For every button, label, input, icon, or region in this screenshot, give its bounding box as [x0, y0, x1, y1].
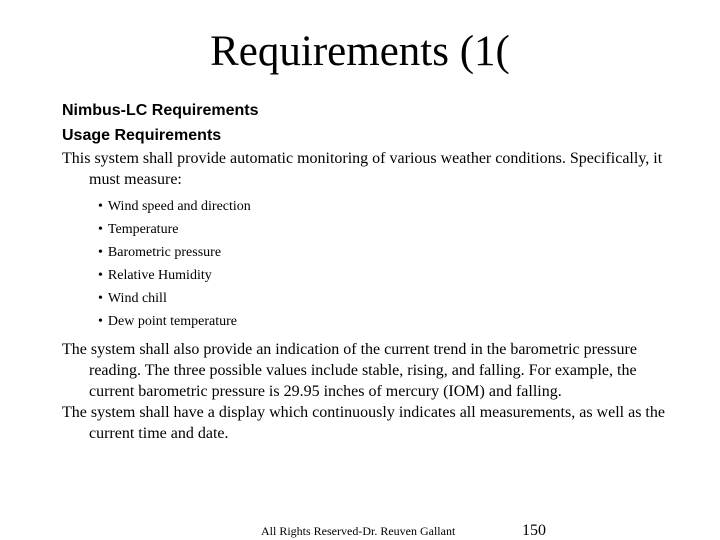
list-item: • Barometric pressure — [98, 241, 672, 264]
list-item: • Relative Humidity — [98, 264, 672, 287]
slide-content — [62, 98, 672, 444]
heading-usage: Usage Requirements — [62, 127, 222, 144]
display-paragraph: The system shall have a display which continuously indicates all measurements, as well as the current time and date. — [62, 404, 665, 442]
list-item: • Temperature — [98, 218, 672, 241]
list-item: • Wind speed and direction — [98, 195, 672, 218]
measurement-list — [98, 195, 672, 333]
footer-credit: All Rights Reserved-Dr. Reuven Gallant — [261, 524, 456, 538]
heading-nimbus-lc: Nimbus-LC Requirements — [62, 102, 259, 119]
intro-paragraph: This system shall provide automatic monitoring of various weather conditions. Specifically, it must measure: — [62, 150, 663, 188]
trend-paragraph: The system shall also provide an indication of the current trend in the barometric pressure reading. The three possible values include stable, rising, and falling. For example, the current barometric pressure is 29.95 inches of mercury (IOM) and falling. — [62, 341, 637, 400]
page-number: 150 — [522, 522, 546, 539]
list-item: • Dew point temperature — [98, 310, 672, 333]
slide-title: Requirements (1( — [210, 28, 510, 75]
list-item: • Wind chill — [98, 287, 672, 310]
